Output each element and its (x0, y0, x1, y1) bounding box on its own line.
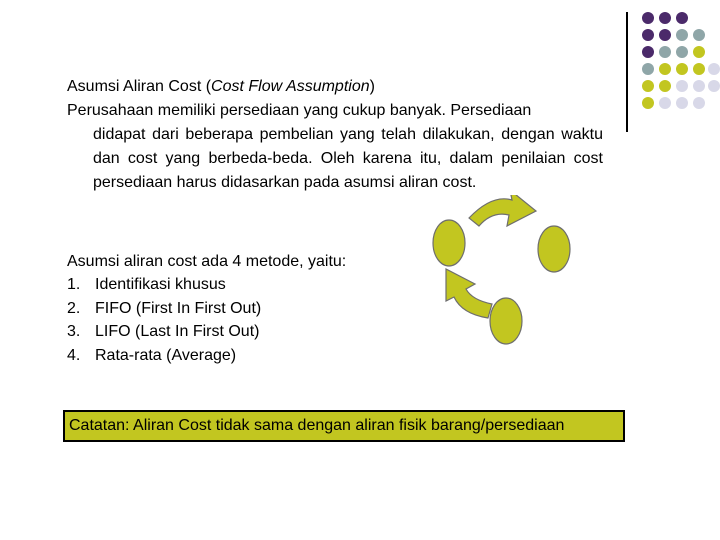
list-item (67, 276, 261, 300)
paragraph-first-line: Perusahaan memiliki persediaan yang cukup banyak. Persediaan (67, 102, 532, 119)
list-item-number: 4. (67, 346, 81, 364)
list-item-number: 1. (67, 276, 81, 293)
dot-row-1 (642, 12, 688, 24)
dot-row-4 (642, 63, 720, 75)
method-list (67, 276, 261, 370)
cycle-arrow-top-icon (469, 195, 536, 226)
dot-row-6 (642, 97, 705, 109)
title-italic: Cost Flow Assumption (211, 78, 370, 95)
list-item-label: LIFO (Last In First Out) (95, 323, 260, 340)
list-item-label: Rata-rata (Average) (95, 346, 237, 364)
note-box: Catatan: Aliran Cost tidak sama dengan aliran fisik barang/persediaan (63, 410, 625, 442)
method-list-intro: Asumsi aliran cost ada 4 metode, yaitu: (67, 253, 347, 270)
list-item (67, 347, 261, 371)
list-item-number: 2. (67, 299, 81, 317)
slide-title (67, 78, 375, 96)
list-item-label: Identifikasi khusus (95, 276, 226, 293)
paragraph-continuation: didapat dari beberapa pembelian yang telah dilakukan, dengan waktu dan cost yang berbeda-beda. Oleh karena itu, dalam penilaian cost persediaan harus didasarkan pada asumsi aliran cost. (93, 126, 603, 191)
decorative-dot-grid (640, 10, 720, 120)
title-close: ) (369, 78, 375, 95)
list-item-label: FIFO (First In First Out) (95, 299, 262, 317)
cycle-node-right (538, 226, 570, 272)
intro-paragraph (67, 99, 603, 195)
cycle-diagram (420, 195, 610, 355)
title-main: Asumsi Aliran Cost ( (67, 78, 212, 95)
dot-row-3 (642, 46, 705, 58)
list-item-number: 3. (67, 323, 81, 340)
decorative-vertical-line (626, 12, 628, 132)
list-item (67, 323, 261, 347)
cycle-arrow-left-icon (446, 269, 492, 318)
dot-row-5 (642, 80, 720, 92)
cycle-node-bottom (490, 298, 522, 344)
list-item (67, 300, 261, 324)
dot-row-2 (642, 29, 705, 41)
cycle-node-top-left (433, 220, 465, 266)
